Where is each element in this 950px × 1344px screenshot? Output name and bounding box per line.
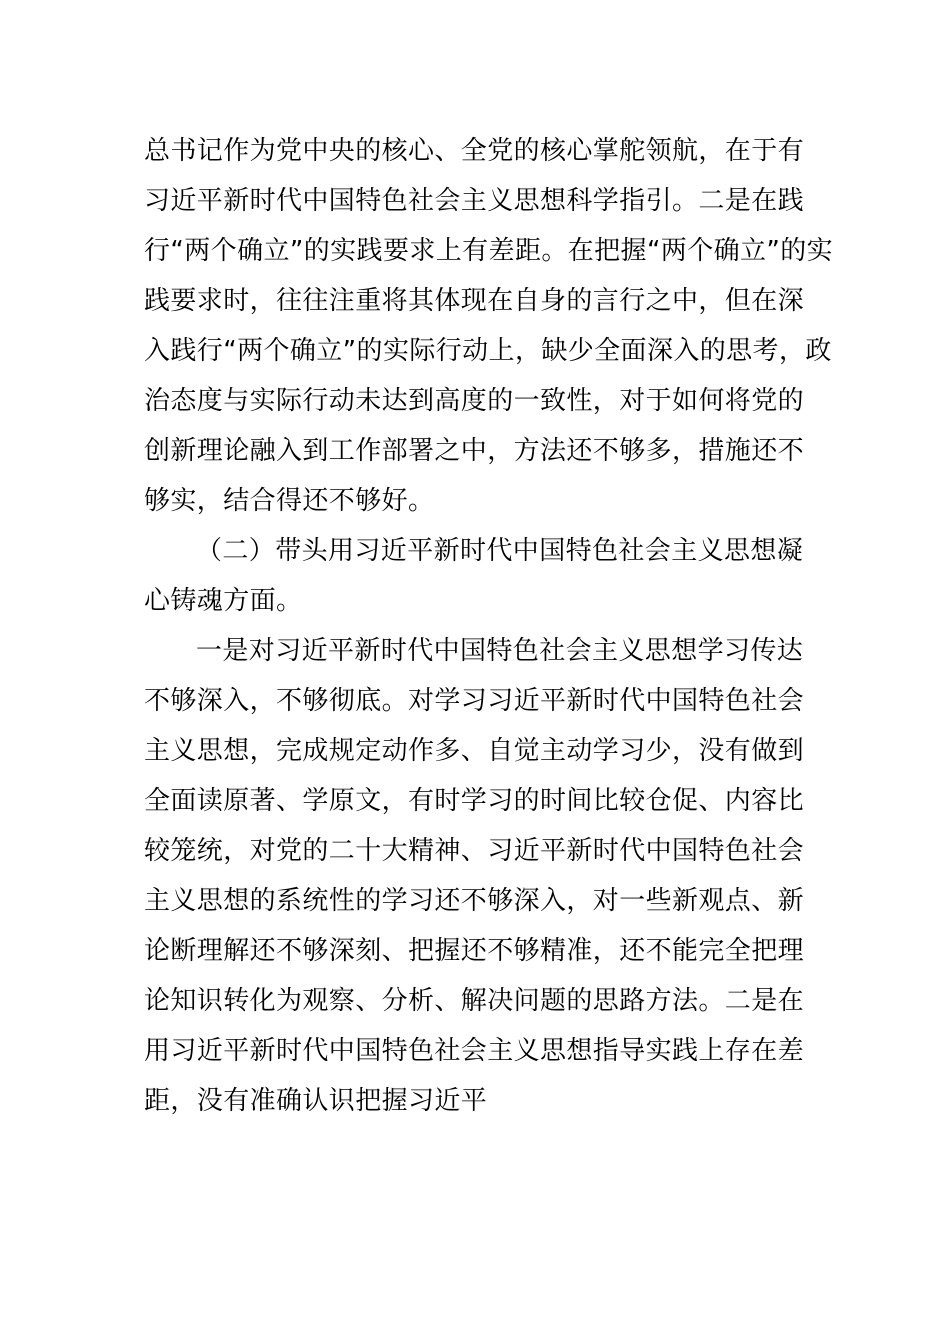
paragraph-continuation [144,126,834,526]
text-line: 主义思想的系统性的学习还不够深入，对一些新观点、新 [144,886,805,916]
text-line: 治态度与实际行动未达到高度的一致性，对于如何将党的 [144,386,805,416]
text-line: 总书记作为党中央的核心、全党的核心掌舵领航，在于有 [144,136,805,166]
heading-line: （二）带头用习近平新时代中国特色社会主义思想凝 [196,536,804,566]
text-line: 论知识转化为观察、分析、解决问题的思路方法。二是在 [144,986,805,1016]
paragraph-body [144,626,810,1126]
heading-line: 心铸魂方面。 [144,586,303,616]
text-line: 全面读原著、学原文，有时学习的时间比较仓促、内容比 [144,786,805,816]
text-line: 用习近平新时代中国特色社会主义思想指导实践上存在差 [144,1036,805,1066]
text-line: 一是对习近平新时代中国特色社会主义思想学习传达 [196,636,804,666]
text-line: 入践行“两个确立”的实际行动上，缺少全面深入的思考，政 [144,336,832,366]
text-line: 创新理论融入到工作部署之中，方法还不够多，措施还不 [144,436,805,466]
text-line: 够实，结合得还不够好。 [144,486,435,516]
text-line: 践要求时，往往注重将其体现在自身的言行之中，但在深 [144,286,805,316]
text-line: 习近平新时代中国特色社会主义思想科学指引。二是在践 [144,186,805,216]
section-heading [144,526,810,626]
text-line: 距，没有准确认识把握习近平 [144,1086,488,1116]
text-line: 行“两个确立”的实践要求上有差距。在把握“两个确立”的实 [144,236,834,266]
text-line: 不够深入，不够彻底。对学习习近平新时代中国特色社会 [144,686,805,716]
text-line: 论断理解还不够深刻、把握还不够精准，还不能完全把理 [144,936,805,966]
text-line: 较笼统，对党的二十大精神、习近平新时代中国特色社会 [144,836,805,866]
text-line: 主义思想，完成规定动作多、自觉主动学习少，没有做到 [144,736,805,766]
